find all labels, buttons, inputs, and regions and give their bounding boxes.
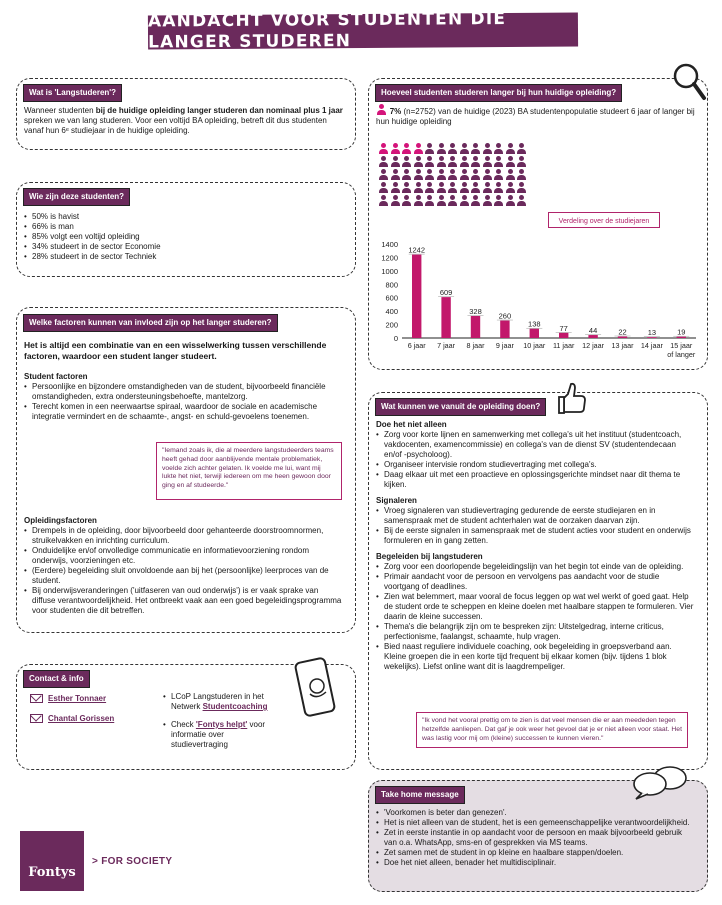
person-icon [424,156,435,168]
person-icon [436,156,447,168]
contact-header: Contact & info [23,670,90,688]
person-icon [470,156,481,168]
thumbs-up-icon [556,378,588,416]
bar [588,335,597,338]
bar [500,321,509,338]
person-icon [413,182,424,194]
wie-zijn-header: Wie zijn deze studenten? [23,188,130,206]
people-grid [378,143,528,208]
x-tick-label: 11 jaar [552,341,575,350]
x-tick-label: 8 jaar [466,341,485,350]
person-icon [436,182,447,194]
data-label: 44 [588,326,598,336]
person-icon [401,195,412,207]
s3-item: • Thema's die belangrijk zijn om te bespreken zijn: Uitstelgedrag, interne criticus, perfectionisme, faalangst, schaamte, hulp vragen. [376,622,694,642]
x-tick-label: 9 jaar [495,341,514,350]
opleidingsfactor-item: • Drempels in de opleiding, door bijvoorbeeld door gehanteerde doorstroomnormen, struikelvakken en inrichting curriculum. [24,526,342,546]
person-icon [459,143,470,155]
contact-list [163,692,283,750]
s1-item: • Zorg voor korte lijnen en samenwerking met collega's uit het instituut (studentcoach, vakdocenten, examencommissie) en collega's van de dienst SV (studentendecaan en/of -psycholoog). [376,430,694,460]
person-icon [505,195,516,207]
contact-person-1[interactable] [30,694,106,704]
bar-chart [370,238,704,366]
factoren-intro: Het is altijd een combinatie van en een wisselwerking tussen verschillende factoren, waardoor een student langer studeert. [24,340,327,361]
data-label: 609 [439,288,453,298]
bar [618,337,627,338]
bar [559,333,568,338]
person-icon [505,182,516,194]
person-icon [447,169,458,181]
y-tick-label: 0 [393,334,398,343]
person-icon [459,182,470,194]
person-icon [447,182,458,194]
s3-list [376,562,694,672]
wie-zijn-item: • 66% is man [24,222,344,232]
person-icon [459,169,470,181]
for-society-tagline: > FOR SOCIETY [92,856,173,867]
bar [530,329,539,338]
y-tick-label: 1400 [381,240,398,249]
x-tick-label: 6 jaar [407,341,426,350]
hoeveel-header: Hoeveel studenten studeren langer bij hun huidige opleiding? [375,84,622,102]
vanuit-header: Wat kunnen we vanuit de opleiding doen? [375,398,546,416]
fontys-helpt-link[interactable]: 'Fontys helpt' [195,720,248,729]
y-tick-label: 400 [385,307,398,317]
take-home-item: • 'Voorkomen is beter dan genezen'. [376,808,694,818]
opleidingsfactoren-list [24,526,342,616]
person-icon [459,156,470,168]
person-icon [376,104,387,116]
chart-note: Verdeling over de studiejaren [548,212,660,228]
opleidingsfactoren [24,516,342,616]
person-icon [390,156,401,168]
person-icon [470,169,481,181]
person-icon [505,143,516,155]
bar [441,297,450,338]
take-home-item: • Het is niet alleen van de student, het is een gemeenschappelijke verantwoordelijkheid. [376,818,694,828]
s1-item: • Organiseer intervisie rondom studievertraging met collega's. [376,460,694,470]
data-label: 22 [618,327,627,337]
studentcoaching-link[interactable]: Studentcoaching [202,702,268,711]
student-factoren-list [24,382,342,422]
hoeveel-pct: 7% [389,107,402,116]
check-item [163,720,283,750]
person-icon [401,169,412,181]
person-icon [482,195,493,207]
s3-item: • Primair aandacht voor de persoon en vervolgens pas aandacht voor de studie voortgang of deadlines. [376,572,694,592]
contact-person-2[interactable] [30,714,114,724]
person-icon [493,156,504,168]
x-tick-label: 7 jaar [437,341,456,350]
person-icon [516,182,527,194]
person-icon [482,143,493,155]
wat-is-header: Wat is 'Langstuderen'? [23,84,122,102]
s2-item: • Bij de eerste signalen in samenspraak met de student acties voor student en onderwijs formuleren en in gang zetten. [376,526,694,546]
person-icon [378,195,389,207]
student-factoren-title: Student factoren [24,372,88,381]
person-icon [413,156,424,168]
wie-zijn-item: • 34% studeert in de sector Economie [24,242,344,252]
x-tick-label: 13 jaar [611,341,634,350]
bar [412,255,421,338]
magnifier-icon [668,60,708,104]
bar [471,316,480,338]
take-home-item: • Doe het niet alleen, benader het multidisciplinair. [376,858,694,868]
person-icon [470,195,481,207]
person-icon [378,169,389,181]
take-home-item: • Zet samen met de student in op kleine en haalbare stappen/doelen. [376,848,694,858]
person-icon [390,195,401,207]
bar [677,337,686,338]
person-icon [516,195,527,207]
wat-is-text-pre: Wanneer studenten [24,106,96,115]
wie-zijn-item: • 85% volgt een voltijd opleiding [24,232,344,242]
opleidingsfactor-item: • (Eerdere) begeleiding sluit onvoldoende aan bij het (persoonlijke) leerproces van de student. [24,566,342,586]
s3-item: • Zorg voor een doorlopende begeleidingslijn van het begin tot einde van de opleiding. [376,562,694,572]
take-home-list [376,808,694,868]
mail-icon [30,694,43,703]
person-icon [516,143,527,155]
person-icon [493,182,504,194]
hoeveel-text [376,104,696,127]
person-icon [516,169,527,181]
person-icon [493,169,504,181]
person-icon [436,195,447,207]
person-icon [447,143,458,155]
person-icon [447,156,458,168]
mail-icon [30,714,43,723]
wie-zijn-item: • 28% studeert in de sector Techniek [24,252,344,262]
x-tick-label: 15 jaar [670,341,693,350]
wie-zijn-list [24,212,344,262]
data-label: 1242 [408,245,426,255]
x-tick-label: of langer [667,350,696,359]
student-quote: "Iemand zoals ik, die al meerdere langstudeerders teams heeft gehad door aanblijvende mentale problematiek, voelde zich achter gelaten. Ik voelde me lui, want mij lukte het niet, terwijl iedereen om me heen gewoon door ging en af studeerde." [156,442,342,500]
check-text: Check [171,720,196,729]
fontys-logo: Fontys [20,831,84,891]
s1-title: Doe het niet alleen [376,420,447,429]
data-label: 77 [559,323,568,333]
person-icon [390,169,401,181]
data-label: 328 [469,306,482,316]
take-home-header: Take home message [375,786,465,804]
wat-is-text-bold: bij de huidige opleiding langer studeren dan nominaal plus 1 jaar [95,106,343,115]
take-home-item: • Zet in eerste instantie in op aandacht voor de persoon en maak bijvoorbeeld gebruik van o.a. WhatsApp, sms-en of gesprekken via MS teams. [376,828,694,848]
person-icon [378,156,389,168]
person-icon [516,156,527,168]
person-icon [505,169,516,181]
person-icon [413,143,424,155]
student-factoren [24,372,342,422]
person-icon [459,195,470,207]
person-icon [505,156,516,168]
person-icon [378,182,389,194]
y-tick-label: 800 [385,280,398,290]
s1-list [376,430,694,490]
data-label: 19 [677,327,686,337]
person-icon [447,195,458,207]
opleidingsfactor-item: • Onduidelijke en/of onvolledige communicatie en informatievoorziening rondom onderwijs, voorzieningen etc. [24,546,342,566]
person-icon [390,182,401,194]
s3-item: • Zien wat belemmert, maar vooral de focus leggen op wat wel werkt of goed gaat. Help de student orde te scheppen en kleine doelen met haalbare stappen te formuleren. Vier daarin de kleine successen. [376,592,694,622]
speech-bubble-icon [628,764,690,800]
vanuit-quote: "Ik vond het vooral prettig om te zien is dat veel mensen die er aan meededen tegen hetzelfde aanliepen. Dat gaf je ook weer het gevoel dat je er niet alleen voor staat. Het was lastig voor mij om (kleine) successen te kunnen vieren." [416,712,688,748]
person-icon [482,169,493,181]
wie-zijn-item: • 50% is havist [24,212,344,222]
person-icon [390,143,401,155]
person-icon [424,143,435,155]
wat-is-text [24,106,346,136]
person-icon [493,195,504,207]
person-icon [401,182,412,194]
person-icon [378,143,389,155]
person-icon [424,182,435,194]
x-tick-label: 12 jaar [582,341,605,350]
y-tick-label: 1000 [381,266,398,276]
person-icon [482,156,493,168]
x-tick-label: 14 jaar [640,341,663,350]
person-icon [401,143,412,155]
person-icon [470,143,481,155]
person-icon [424,195,435,207]
person-icon [401,156,412,168]
opleidingsfactoren-title: Opleidingsfactoren [24,516,97,525]
factoren-header: Welke factoren kunnen van invloed zijn op het langer studeren? [23,314,278,332]
data-label: 260 [498,311,512,321]
s3-title: Begeleiden bij langstuderen [376,552,483,561]
s2-title: Signaleren [376,496,417,505]
person-icon [424,169,435,181]
student-factor-item: • Persoonlijke en bijzondere omstandigheden van de student, bijvoorbeeld financiële omstandigheden, extra ondersteuningsbehoefte, mantelzorg. [24,382,342,402]
s1-item: • Daag elkaar uit met een proactieve en oplossingsgerichte mindset naar dit thema te kijken. [376,470,694,490]
y-tick-label: 1200 [381,253,398,263]
page-title: AANDACHT VOOR STUDENTEN DIE LANGER STUDEREN [148,12,578,49]
person-icon [470,182,481,194]
esther-link[interactable]: Esther Tonnaer [48,694,107,703]
bar [647,337,656,338]
lcop-item [163,692,283,712]
data-label: 13 [647,328,657,338]
chantal-link[interactable]: Chantal Gorissen [48,714,115,723]
wat-is-text-post: spreken we van lang studeren. Voor een voltijd BA opleiding, betreft dit dus studenten vanaf hun 6ᵉ studiejaar in de huidige opleiding. [24,116,327,135]
person-icon [413,195,424,207]
data-label: 138 [528,319,541,329]
person-icon [436,169,447,181]
check-post-text: voor informatie over studievertraging [171,720,266,749]
phone-icon [286,656,348,726]
lcop-text: LCoP Langstuderen in het Netwerk [171,692,264,711]
person-icon [413,169,424,181]
s2-list [376,506,694,546]
person-icon [493,143,504,155]
hoeveel-desc: (n=2752) van de huidige (2023) BA studentenpopulatie studeert 6 jaar of langer bij hun huidige opleiding [376,107,695,126]
x-tick-label: 10 jaar [523,341,546,350]
person-icon [482,182,493,194]
y-tick-label: 200 [385,320,398,330]
person-icon [436,143,447,155]
s2-item: • Vroeg signaleren van studievertraging gedurende de eerste studiejaren en in samenspraak met de student achterhalen wat de oorzaken daarvan zijn. [376,506,694,526]
student-factor-item: • Terecht komen in een neerwaartse spiraal, waardoor de sociale en academische integratie vermindert en de schaamte-, angst- en schuld-gevoelens toenemen. [24,402,342,422]
s3-item: • Bied naast reguliere individuele coaching, ook begeleiding in groepsverband aan. Kleine groepen die in een korte tijd frequent bij elkaar komen (bijv. tijdens 1 blok wekelijks). Liefst online want dit is laagdrempeliger. [376,642,694,672]
y-tick-label: 600 [385,293,398,303]
vanuit-content [376,420,694,672]
opleidingsfactor-item: • Bij onderwijsveranderingen ('uitfaseren van oud onderwijs') is er vaak sprake van diffuse verantwoordelijkheid. Het ontbreekt vaak aan een goed begeleidingsprogramma voor studenten die dit betreffen. [24,586,342,616]
